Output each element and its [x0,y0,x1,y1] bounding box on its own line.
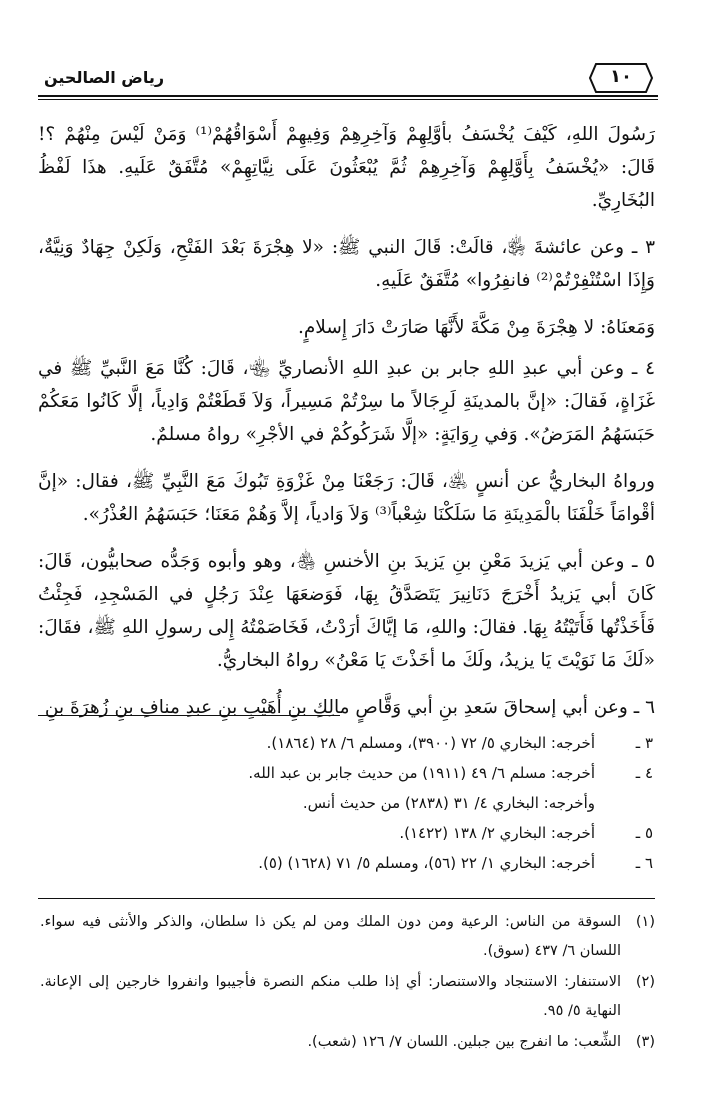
book-title: رياض الصالحين [44,68,165,87]
footnotes-separator [38,898,655,899]
note-number: ٣ ـ [635,734,653,752]
header-rule-thin [38,99,658,100]
footnote-number: (٢) [635,974,655,990]
hadith-5: ٥ ـ وعن أبي يَزيدَ مَعْنِ بنِ يَزيدَ بنِ الأخنسِ ﵃، وهو وأبوه وَجَدُّه صحابيُّون، قَالَ: كَانَ أبي يَزيدُ أَخْرَجَ دَنَانِيرَ يَتَصَدَّقُ بِهَا، فَوَضعَهَا عِنْدَ رَجُلٍ في المَسْجِدِ، فَجِئْتُ فَأَخَذْتُها فَأَتَيْتُهُ بِهَا. فقالَ: واللهِ، مَا إيَّاكَ أرَدْتُ، فَخَاصَمْتُهُ إِلى رسولِ اللهِ ﷺ، فقَالَ: «لَكَ مَا نَوَيْتَ يَا يزيدُ، ولَكَ ما أخَذْتَ يَا مَعْنُ» رواهُ البخاريُّ. [38,551,655,671]
hadith-6-start: ٦ ـ وعن أبي إسحاقَ سَعدِ بنِ أبي وَقَّاصٍ مالِكِ بنِ أُهَيْبِ بنِ عبدِ منافِ بنِ زُهرَةَ بنِ [44,697,655,718]
footnote-item [40,968,655,1026]
takhrij-notes [60,728,653,878]
hadith-4-bukhari: ورواهُ البخاريُّ عن أنسٍ ﵁، قَالَ: رَجَعْنَا مِنْ غَزْوَةِ تَبُوكَ مَعَ النَّبِيِّ ﷺ، فقال: «إنَّ أقْوامَاً خَلْفَنَا بالْمَدِينَةِ مَا سَلَكْنَا شِعْباً⁽³⁾ وَلاَ وَادياً، إلاَّ وَهُمْ مَعَنَا؛ حَبَسَهُمُ العُذْرُ». [38,471,655,525]
footnote-number: (١) [635,914,655,930]
footnote-item [40,1028,655,1057]
note-number: ٥ ـ [635,824,653,842]
page-number: ١٠ [610,66,632,87]
note-number: ٦ ـ [635,854,653,872]
paragraph-1: رَسُولَ اللهِ، كَيْفَ يُخْسَفُ بأوَّلِهِمْ وَآخِرِهِمْ وَفِيهِمْ أَسْوَاقُهُمْ⁽¹⁾ وَمَنْ لَيْسَ مِنْهُمْ ؟! قَالَ: «يُخْسَفُ بِأَوَّلِهِمْ وَآخِرِهِمْ ثُمَّ يُبْعَثُونَ عَلَى نِيَّاتِهِمْ» مُتَّفَقٌ عَلَيهِ. هذَا لَفْظُ البُخَارِيِّ. [38,124,655,211]
explanation: وَمَعنَاهُ: لا هِجْرَةَ مِنْ مَكَّةَ لأَنَّهَا صَارَتْ دَارَ إِسلامٍ. [297,317,655,338]
note-text: أخرجه: البخاري ٥/ ٧٢ (٣٩٠٠)، ومسلم ٦/ ٢٨ (١٨٦٤). [266,734,595,752]
note-text: وأخرجه: البخاري ٤/ ٣١ (٢٨٣٨) من حديث أنس. [302,794,595,812]
note-item [60,728,653,758]
note-item [60,788,653,818]
main-text [38,118,655,738]
footnote-text: السوقة من الناس: الرعية ومن دون الملك ومن لم يكن ذا سلطان، والذكر والأنثى فيه سواء. اللسان ٦/ ٤٣٧ (سوق). [40,914,621,959]
footnote-item [40,908,655,966]
hadith-4: ٤ ـ وعن أبي عبدِ اللهِ جابر بن عبدِ اللهِ الأنصاريِّ ﵄، قَالَ: كُنَّا مَعَ النَّبيِّ ﷺ في غَزَاةٍ، فَقالَ: «إنَّ بالمدينَةِ لَرِجَالاً ما سِرْتُمْ مَسِيراً، وَلاَ قَطَعْتُمْ وَادِياً، إلَّا كَانُوا مَعَكُمْ حَبَسَهُمُ المَرَضُ». وَفي رِوَايَةٍ: «إلَّا شَرَكُوكُمْ في الأجْرِ» رواهُ مسلمٌ. [38,358,655,445]
footnote-text: الاستنفار: الاستنجاد والاستنصار: أي إذا طلب منكم النصرة فأجيبوا وانفروا خارجين إلى الإعانة. النهاية ٥/ ٩٥. [40,974,621,1019]
note-text: أخرجه: البخاري ٢/ ١٣٨ (١٤٢٢). [399,824,595,842]
note-text: أخرجه: البخاري ١/ ٢٢ (٥٦)، ومسلم ٥/ ٧١ (١٦٢٨) (٥). [258,854,595,872]
footnote-text: الشِّعب: ما انفرج بين جبلين. اللسان ٧/ ١٢٦ (شعب). [307,1034,621,1050]
hadith-3: ٣ ـ وعن عائشةَ ﵂، قالَتْ: قَالَ النبي ﷺ: «لا هِجْرَةَ بَعْدَ الفَتْحِ، وَلَكِنْ جِهَادٌ وَنِيَّةٌ، وَإِذَا اسْتُنْفِرْتُمْ⁽²⁾ فانفِرُوا» مُتَّفَقٌ عَلَيهِ. [38,237,655,291]
note-number: ٤ ـ [635,764,653,782]
note-text: أخرجه: مسلم ٦/ ٤٩ (١٩١١) من حديث جابر بن عبد الله. [248,764,595,782]
note-item [60,848,653,878]
footnote-number: (٣) [635,1034,655,1050]
note-item [60,758,653,788]
notes-separator [38,715,340,716]
page-number-frame [588,62,654,94]
note-item [60,818,653,848]
header-rule [38,95,658,97]
page-header [38,62,658,100]
footnotes [40,908,655,1059]
